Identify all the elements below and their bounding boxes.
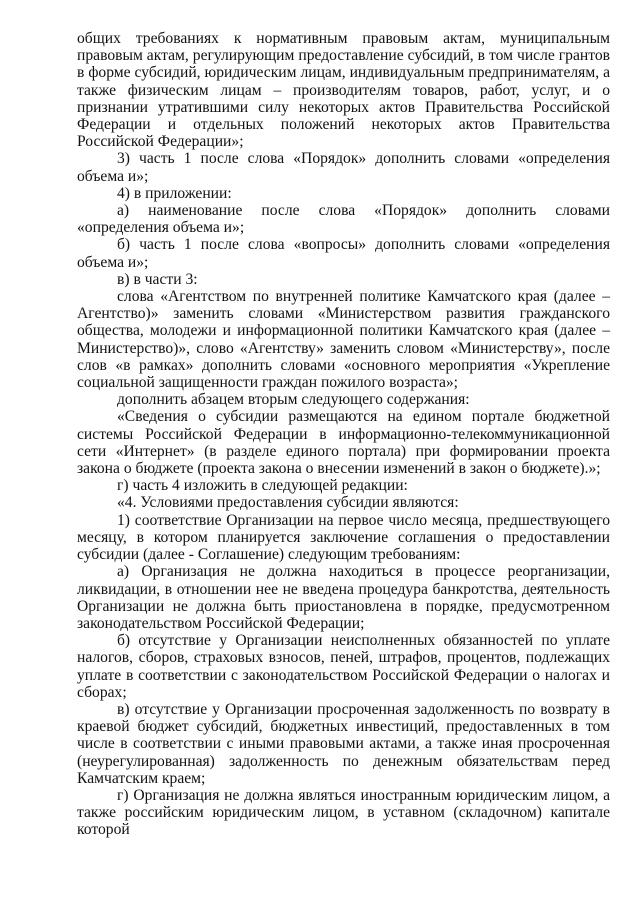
paragraph-7: слова «Агентством по внутренней политике Камчатского края (далее – Агентство)» заменить словами «Министерством развития гражданского общества, молодежи и информационной политики Камчатского края (далее – Министерство)», слово «Агентству» заменить словом «Министерству», после слов «в рамках» дополнить словами «основного мероприятия «Укрепление социальной защищенности граждан пожилого возраста»;	[77, 288, 610, 392]
paragraph-2: 3) часть 1 после слова «Порядок» дополнить словами «определения объема и»;	[77, 150, 610, 185]
paragraph-4: а) наименование после слова «Порядок» дополнить словами «определения объема и»;	[77, 202, 610, 237]
paragraph-3: 4) в приложении:	[117, 184, 232, 202]
paragraph-14: б) отсутствие у Организации неисполненных обязанностей по уплате налогов, сборов, страховых взносов, пеней, штрафов, процентов, подлежащих уплате в соответствии с законодательством Российской Федерации о налогах и сборах;	[77, 632, 610, 701]
paragraph-10: г) часть 4 изложить в следующей редакции:	[117, 477, 408, 495]
document-page	[77, 30, 610, 839]
paragraph-5: б) часть 1 после слова «вопросы» дополнить словами «определения объема и»;	[77, 236, 610, 271]
paragraph-8: дополнить абзацем вторым следующего содержания:	[117, 391, 470, 409]
paragraph-13: а) Организация не должна находиться в процессе реорганизации, ликвидации, в отношении нее не введена процедура банкротства, деятельность Организации не должна быть приостановлена в порядке, предусмотренном законодательством Российской Федерации;	[77, 563, 610, 632]
paragraph-16: г) Организация не должна являться иностранным юридическим лицом, а также российским юридическим лицом, в уставном (складочном) капитале которой	[77, 786, 610, 839]
paragraph-15: в) отсутствие у Организации просроченная задолженность по возврату в краевой бюджет субсидий, бюджетных инвестиций, предоставленных в том числе в соответствии с иными правовыми актами, а также иная просроченная (неурегулированная) задолженность по денежным обязательствам перед Камчатским краем;	[77, 700, 610, 787]
paragraph-11: «4. Условиями предоставления субсидии являются:	[117, 494, 459, 512]
paragraph-9: «Сведения о субсидии размещаются на едином портале бюджетной системы Российской Федерации в информационно-телекоммуникационной сети «Интернет» (в разделе единого портала) при формировании проекта закона о бюджете (проекта закона о внесении изменений в закон о бюджете).»;	[77, 408, 610, 478]
paragraph-1: общих требованиях к нормативным правовым актам, муниципальным правовым актам, регулирующим предоставление субсидий, в том числе грантов в форме субсидий, юридическим лицам, индивидуальным предпринимателям, а также физическим лицам – производителям товаров, работ, услуг, и о признании утратившими силу некоторых актов Правительства Российской Федерации и отдельных положений некоторых актов Правительства Российской Федерации»;	[77, 30, 610, 151]
paragraph-6: в) в части 3:	[117, 270, 198, 288]
paragraph-12: 1) соответствие Организации на первое число месяца, предшествующего месяцу, в котором планируется заключение соглашения о предоставлении субсидии (далее - Соглашение) следующим требованиям:	[77, 511, 610, 564]
